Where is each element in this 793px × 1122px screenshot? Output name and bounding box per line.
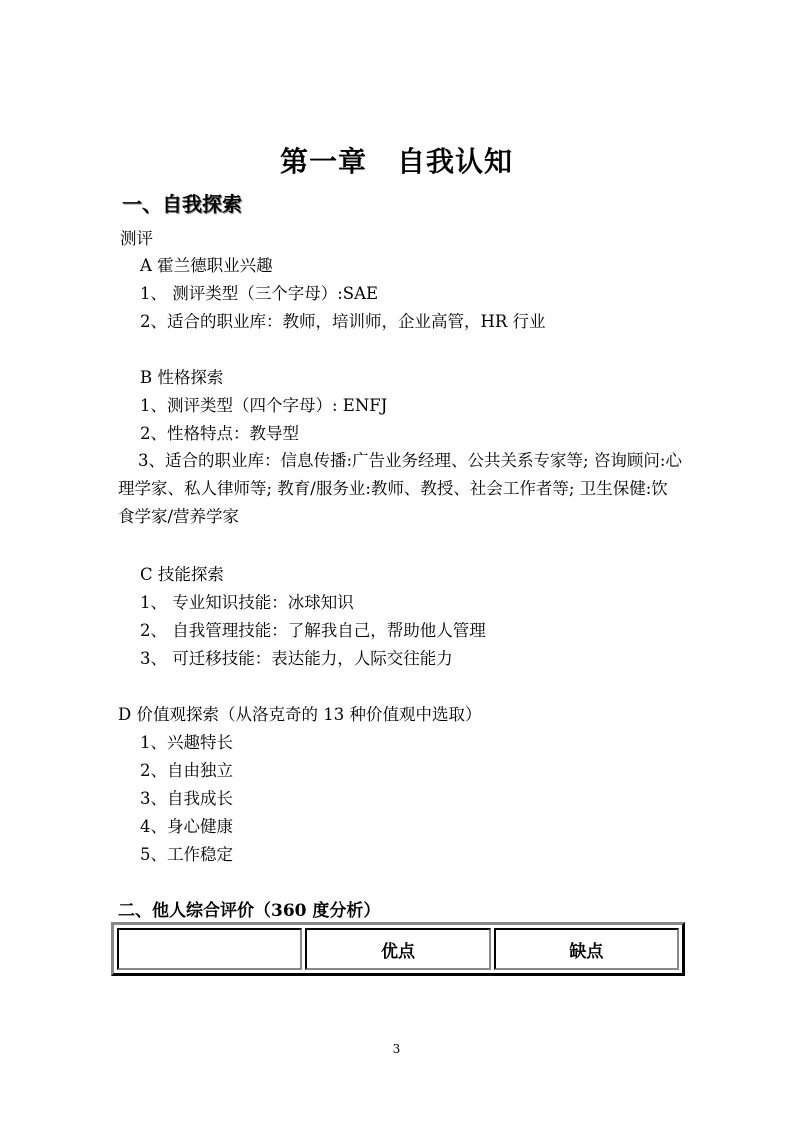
holland-title: A 霍兰德职业兴趣: [140, 256, 273, 275]
section-heading-self-exploration: 一、自我探索: [122, 192, 242, 216]
values-item: 1、兴趣特长: [140, 733, 233, 752]
table-header-cell-blank: [117, 928, 302, 970]
values-item: 2、自由独立: [140, 761, 233, 780]
chapter-number: 第一章: [279, 145, 367, 178]
table-header-cell-weaknesses: 缺点: [494, 928, 679, 970]
personality-item-1: 1、测评类型（四个字母）: ENFJ: [140, 396, 388, 415]
evaluation-table: [111, 922, 685, 976]
section-heading-360-evaluation: 二、他人综合评价（360 度分析）: [118, 901, 381, 921]
skills-item-1: 1、 专业知识技能：冰球知识: [140, 593, 354, 612]
personality-item-3: 3、适合的职业库：信息传播:广告业务经理、公共关系专家等; 咨询顾问:心理学家、私人律师等; 教育/服务业:教师、教授、社会工作者等; 卫生保健:饮食学家/营养学家: [118, 451, 682, 526]
personality-title: B 性格探索: [140, 368, 224, 387]
skills-item-2: 2、 自我管理技能：了解我自己，帮助他人管理: [140, 621, 486, 640]
holland-item-2: 2、适合的职业库：教师，培训师，企业高管，HR 行业: [140, 312, 546, 331]
values-item: 4、身心健康: [140, 817, 233, 836]
page-number: 3: [392, 1042, 401, 1056]
values-item: 5、工作稳定: [140, 845, 233, 864]
personality-item-2: 2、性格特点：教导型: [140, 424, 299, 443]
skills-title: C 技能探索: [140, 565, 224, 584]
table-header-cell-strengths: 优点: [305, 928, 490, 970]
skills-item-3: 3、 可迁移技能：表达能力，人际交往能力: [140, 649, 453, 668]
holland-item-1: 1、 测评类型（三个字母）:SAE: [140, 284, 379, 303]
assessment-label: 测评: [120, 229, 153, 248]
values-title: D 价值观探索（从洛克奇的 13 种价值观中选取）: [118, 705, 482, 724]
values-item: 3、自我成长: [140, 789, 233, 808]
chapter-name: 自我认知: [397, 145, 514, 178]
table-row: [117, 928, 679, 970]
chapter-title: [0, 140, 793, 180]
